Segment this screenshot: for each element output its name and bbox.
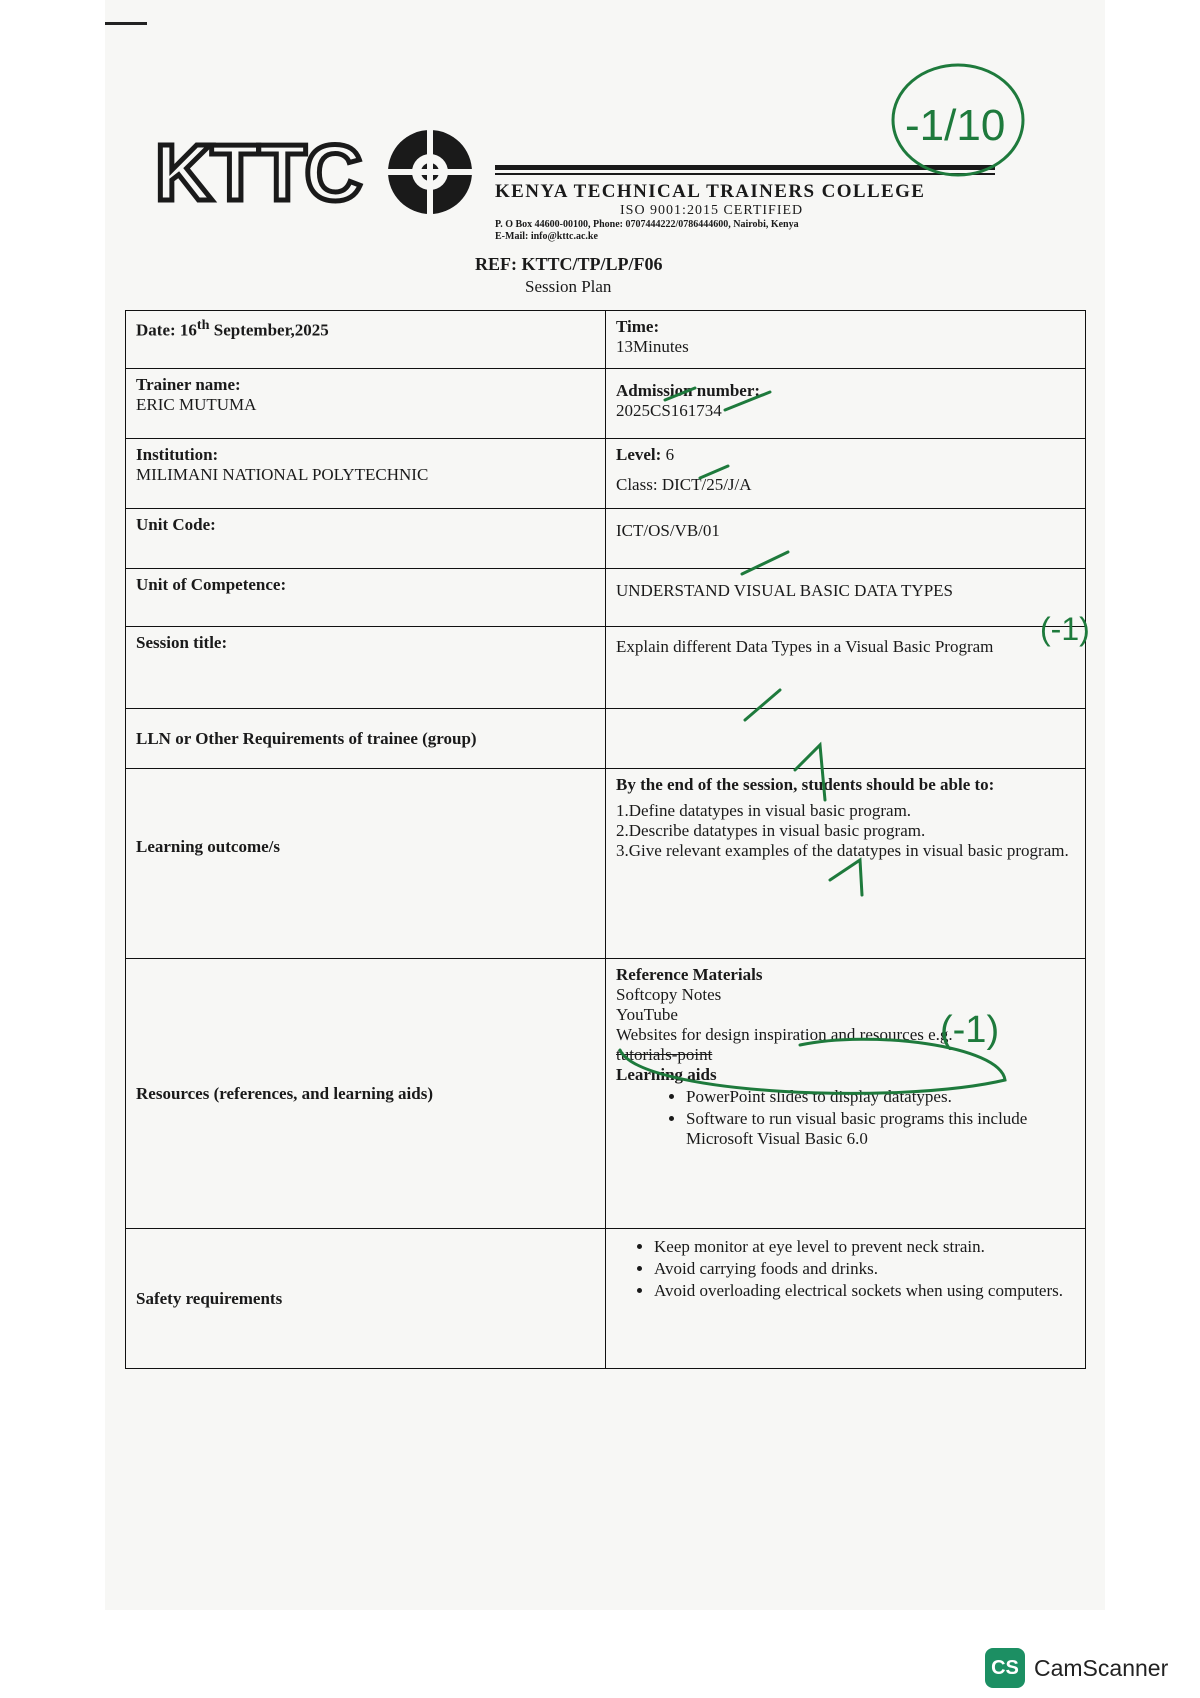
college-header (495, 165, 995, 243)
lln-label: LLN or Other Requirements of trainee (group) (126, 709, 606, 769)
safety-cell (606, 1229, 1086, 1369)
iso-certification: ISO 9001:2015 CERTIFIED (620, 203, 804, 218)
admission-value: 2025CS161734 (616, 401, 722, 420)
table-row (126, 959, 1086, 1229)
aids-list (616, 1087, 1075, 1149)
table-row (126, 769, 1086, 959)
list-item: Websites for design inspiration and resources e.g. (616, 1025, 953, 1044)
document-ref: REF: KTTC/TP/LP/F06 (475, 254, 663, 274)
table-row (126, 439, 1086, 509)
lln-value-cell (606, 709, 1086, 769)
camscanner-label: CamScanner (1034, 1655, 1169, 1681)
camscanner-icon: CS (985, 1648, 1025, 1688)
safety-list (616, 1237, 1075, 1301)
college-email: E-Mail: info@kttc.ac.ke (495, 231, 598, 242)
kttc-logo (155, 130, 485, 215)
trainer-label: Trainer name: (136, 375, 241, 394)
document-title: Session Plan (525, 277, 612, 296)
unit-code-value: ICT/OS/VB/01 (616, 521, 720, 540)
session-title-label: Session title: (126, 627, 606, 709)
college-address: P. O Box 44600-00100, Phone: 0707444222/0786444600, Nairobi, Kenya (495, 219, 799, 230)
aids-heading: Learning aids (616, 1065, 717, 1084)
list-item: Softcopy Notes (616, 985, 722, 1004)
time-label: Time: (616, 317, 660, 336)
list-item: • Avoid carrying foods and drinks. (654, 1259, 1075, 1279)
date-suffix: th (196, 317, 210, 333)
outcomes-cell (606, 769, 1086, 959)
list-item: 2.Describe datatypes in visual basic program. (616, 821, 926, 840)
kttc-logo-graphic (155, 130, 485, 215)
trainer-value: ERIC MUTUMA (136, 395, 257, 414)
reference-heading: Reference Materials (616, 965, 763, 984)
session-title-value: Explain different Data Types in a Visual Basic Program (616, 637, 994, 656)
table-row (126, 1229, 1086, 1369)
unit-code-label: Unit Code: (126, 509, 606, 569)
table-row (126, 311, 1086, 369)
outcomes-list (616, 801, 1075, 861)
institution-value: MILIMANI NATIONAL POLYTECHNIC (136, 465, 429, 484)
institution-label: Institution: (136, 445, 219, 464)
level-value: 6 (665, 445, 675, 464)
resources-cell (606, 959, 1086, 1229)
unit-competence-value: UNDERSTAND VISUAL BASIC DATA TYPES (616, 581, 954, 600)
list-item: YouTube (616, 1005, 678, 1024)
trainer-cell (126, 369, 606, 439)
level-class-cell (606, 439, 1086, 509)
header-rule-thin (495, 173, 995, 175)
unit-competence-label: Unit of Competence: (126, 569, 606, 627)
date-cell (126, 311, 606, 369)
resources-label: Resources (references, and learning aids) (126, 959, 606, 1229)
unit-code-cell (606, 509, 1086, 569)
list-item: tutorials-point (616, 1045, 713, 1064)
logo-letters: KTTC (155, 130, 361, 215)
time-cell (606, 311, 1086, 369)
table-row (126, 627, 1086, 709)
college-name: KENYA TECHNICAL TRAINERS COLLEGE (495, 181, 926, 202)
corner-mark (105, 22, 147, 25)
header-rule-thick (495, 165, 995, 170)
list-item: 1.Define datatypes in visual basic program. (616, 801, 912, 820)
admission-cell (606, 369, 1086, 439)
grade-mark: -1/10 (905, 101, 1006, 150)
level-label: Level: (616, 445, 662, 464)
institution-cell (126, 439, 606, 509)
time-value: 13Minutes (616, 337, 689, 356)
admission-label: Admission number: (616, 381, 761, 400)
list-item: 3.Give relevant examples of the datatypes in visual basic program. (616, 841, 1069, 860)
session-title-cell (606, 627, 1086, 709)
list-item: • Keep monitor at eye level to prevent neck strain. (654, 1237, 1075, 1257)
safety-label: Safety requirements (126, 1229, 606, 1369)
deduction-mark: (-1) (940, 1009, 1000, 1051)
date-label: Date: 16 (136, 320, 197, 340)
outcomes-intro: By the end of the session, students should be able to: (616, 775, 995, 794)
class-value: DICT/25/J/A (661, 475, 752, 494)
outcomes-label: Learning outcome/s (126, 769, 606, 959)
unit-competence-cell (606, 569, 1086, 627)
deduction-mark: (-1) (1040, 611, 1090, 647)
session-plan-table (125, 310, 1086, 1369)
table-row (126, 569, 1086, 627)
class-label: Class: (616, 475, 658, 494)
table-row (126, 509, 1086, 569)
list-item: • Avoid overloading electrical sockets when using computers. (654, 1281, 1075, 1301)
list-item: • PowerPoint slides to display datatypes. (686, 1087, 1075, 1107)
list-item: • Software to run visual basic programs this include Microsoft Visual Basic 6.0 (686, 1109, 1075, 1149)
table-row (126, 369, 1086, 439)
table-row (126, 709, 1086, 769)
date-value: September,2025 (209, 320, 329, 340)
